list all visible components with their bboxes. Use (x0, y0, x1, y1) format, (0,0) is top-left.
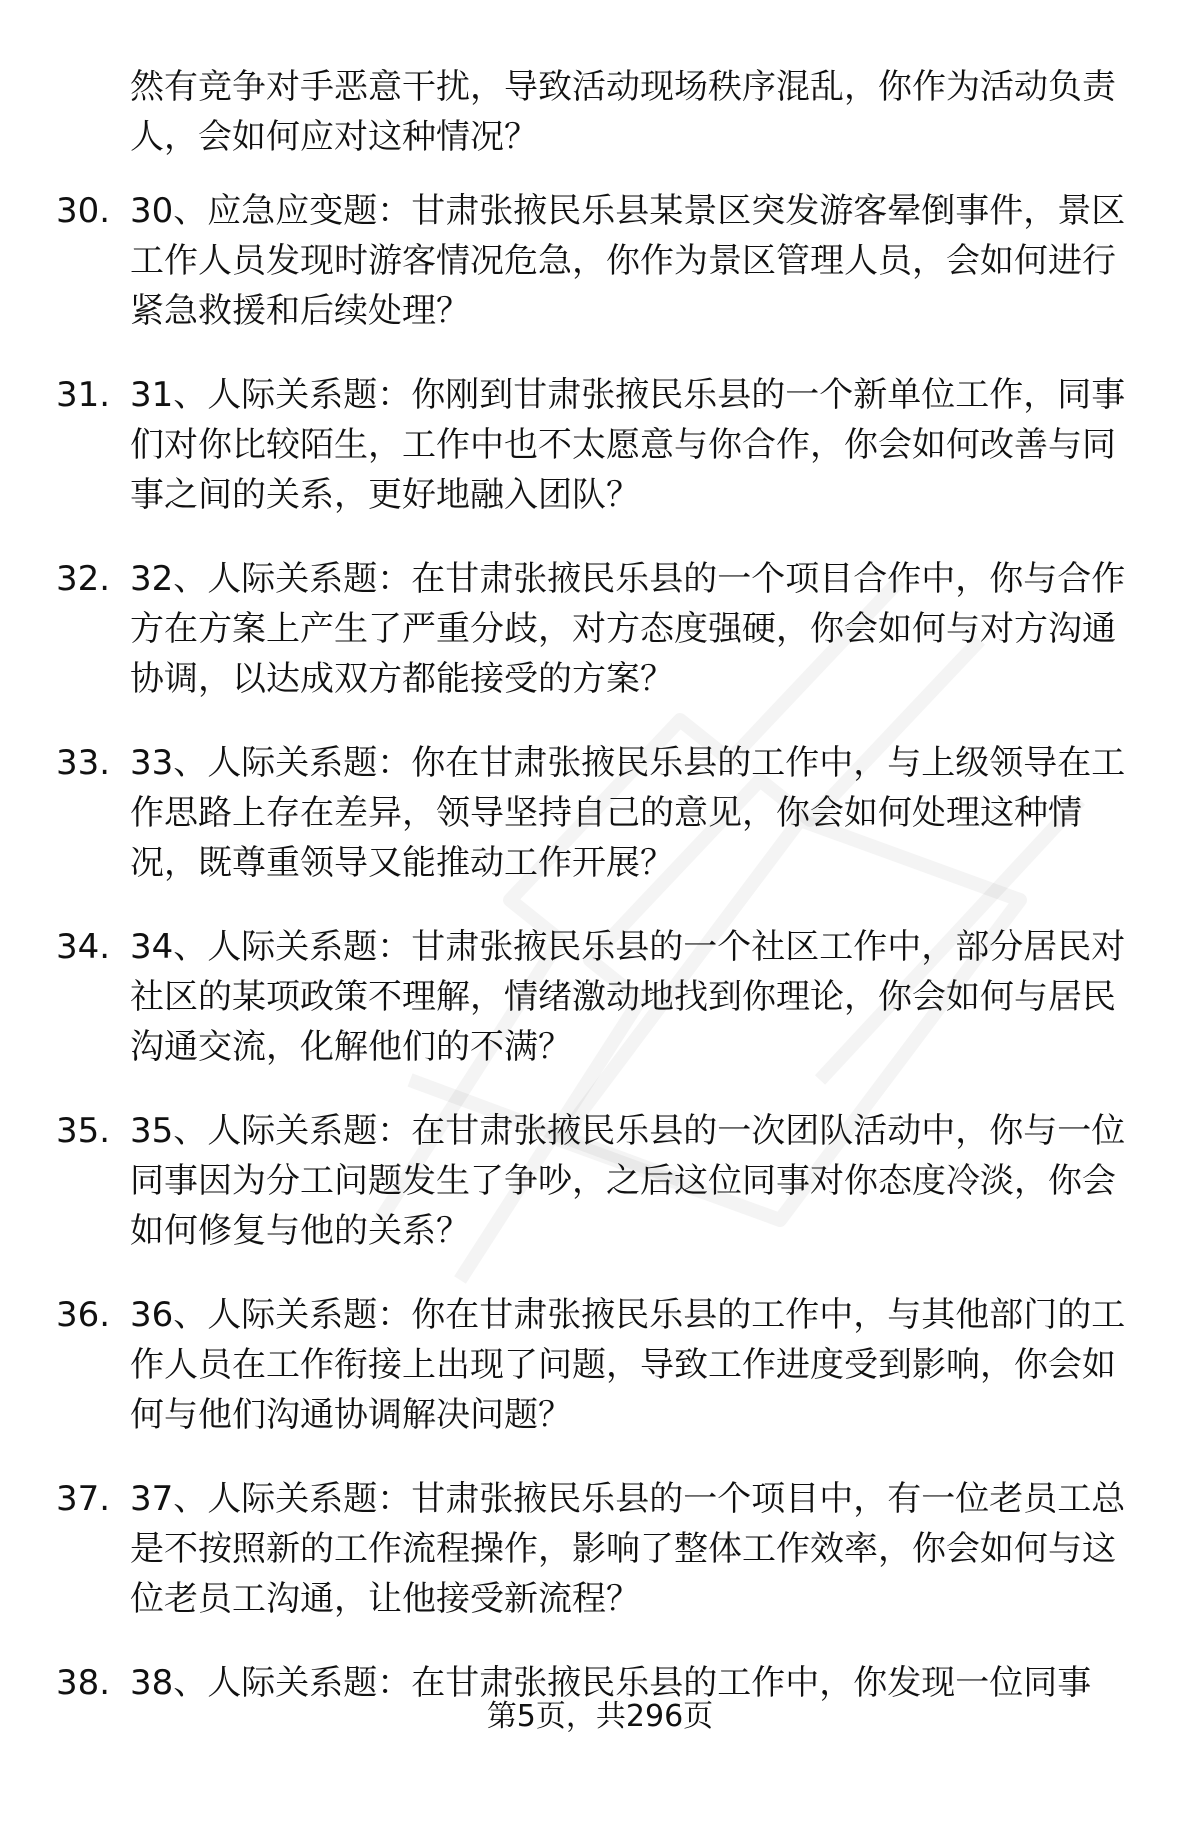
list-item (0, 370, 1200, 554)
list-item (0, 1474, 1200, 1658)
continuation-text: 然有竞争对手恶意干扰，导致活动现场秩序混乱，你作为活动负责人，会如何应对这种情况？ (130, 67, 1116, 157)
question-text: 31、人际关系题：你刚到甘肃张掖民乐县的一个新单位工作，同事们对你比较陌生，工作中也不太愿意与你合作，你会如何改善与同事之间的关系，更好地融入团队？ (130, 375, 1126, 515)
question-text: 35、人际关系题：在甘肃张掖民乐县的一次团队活动中，你与一位同事因为分工问题发生了争吵，之后这位同事对你态度冷淡，你会如何修复与他的关系？ (130, 1111, 1126, 1251)
question-list (0, 186, 1200, 1842)
question-number: 30. (56, 191, 111, 231)
question-number: 37. (56, 1479, 111, 1519)
list-item (0, 186, 1200, 370)
question-text: 30、应急应变题：甘肃张掖民乐县某景区突发游客晕倒事件，景区工作人员发现时游客情况危急，你作为景区管理人员，会如何进行紧急救援和后续处理？ (130, 191, 1126, 331)
list-item (0, 922, 1200, 1106)
list-item (0, 1658, 1200, 1842)
list-item (0, 738, 1200, 922)
question-number: 33. (56, 743, 111, 783)
page-footer: 第5页，共296页 (486, 1699, 714, 1734)
question-number: 32. (56, 559, 111, 599)
list-item (0, 1290, 1200, 1474)
question-text: 33、人际关系题：你在甘肃张掖民乐县的工作中，与上级领导在工作思路上存在差异，领导坚持自己的意见，你会如何处理这种情况，既尊重领导又能推动工作开展？ (130, 743, 1126, 883)
question-number: 38. (56, 1663, 111, 1703)
question-number: 36. (56, 1295, 111, 1335)
list-item (0, 1106, 1200, 1290)
question-text: 38、人际关系题：在甘肃张掖民乐县的工作中，你发现一位同事 (130, 1663, 1092, 1703)
question-number: 31. (56, 375, 111, 415)
question-text: 32、人际关系题：在甘肃张掖民乐县的一个项目合作中，你与合作方在方案上产生了严重分歧，对方态度强硬，你会如何与对方沟通协调，以达成双方都能接受的方案？ (130, 559, 1126, 699)
question-number: 35. (56, 1111, 111, 1151)
question-number: 34. (56, 927, 111, 967)
list-item (0, 554, 1200, 738)
question-text: 36、人际关系题：你在甘肃张掖民乐县的工作中，与其他部门的工作人员在工作衔接上出现了问题，导致工作进度受到影响，你会如何与他们沟通协调解决问题？ (130, 1295, 1126, 1435)
question-text: 37、人际关系题：甘肃张掖民乐县的一个项目中，有一位老员工总是不按照新的工作流程操作，影响了整体工作效率，你会如何与这位老员工沟通，让他接受新流程？ (130, 1479, 1126, 1619)
question-text: 34、人际关系题：甘肃张掖民乐县的一个社区工作中，部分居民对社区的某项政策不理解，情绪激动地找到你理论，你会如何与居民沟通交流，化解他们的不满？ (130, 927, 1126, 1067)
